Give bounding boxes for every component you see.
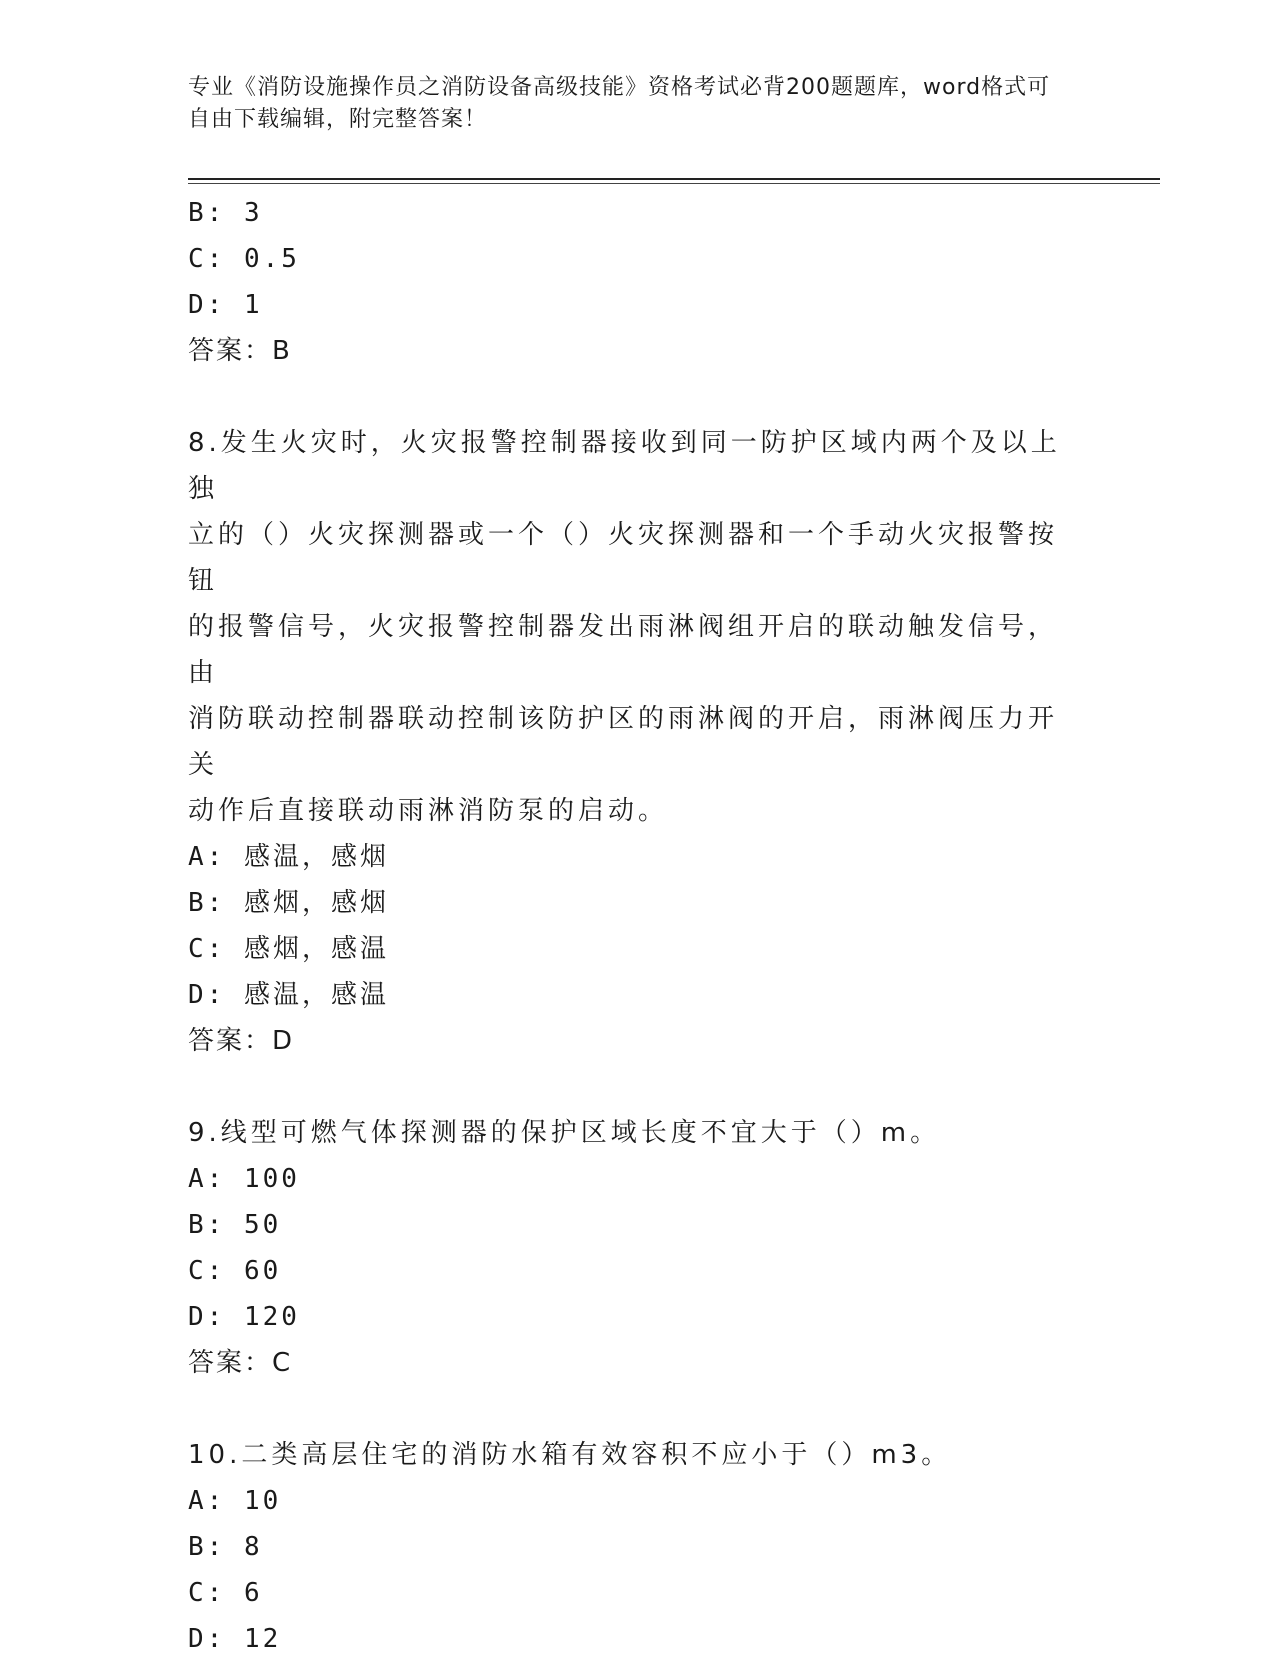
spacer (188, 1064, 1068, 1110)
question-9-option-b: B: 50 (188, 1210, 282, 1240)
question-9-option-d: D: 120 (188, 1302, 300, 1332)
question-8-stem-line-5: 动作后直接联动雨淋消防泵的启动。 (188, 796, 669, 826)
question-10-option-b: B: 8 (188, 1532, 263, 1562)
question-9-block (188, 1110, 1068, 1386)
option-d: D: 1 (188, 290, 263, 320)
question-8-stem-line-2: 立的（）火灾探测器或一个（）火灾探测器和一个手动火灾报警按钮 (188, 520, 1059, 596)
question-8-block (188, 420, 1068, 1064)
question-10-option-d: D: 12 (188, 1624, 282, 1654)
question-9-option-a: A: 100 (188, 1164, 300, 1194)
header-divider-thin (188, 183, 1160, 184)
option-b: B: 3 (188, 198, 263, 228)
header-divider-thick (188, 178, 1160, 180)
question-8-answer: 答案：D (188, 1026, 295, 1056)
question-8-stem-line-3: 的报警信号，火灾报警控制器发出雨淋阀组开启的联动触发信号，由 (188, 612, 1059, 688)
question-9-stem: 9.线型可燃气体探测器的保护区域长度不宜大于（）m。 (188, 1118, 941, 1148)
question-8-stem-line-1: 8.发生火灾时，火灾报警控制器接收到同一防护区域内两个及以上独 (188, 428, 1061, 504)
question-8-option-d: D: 感温，感温 (188, 980, 389, 1010)
option-c: C: 0.5 (188, 244, 300, 274)
question-content (188, 190, 1068, 1662)
question-10-stem: 10.二类高层住宅的消防水箱有效容积不应小于（）m3。 (188, 1440, 952, 1470)
question-8-option-a: A: 感温，感烟 (188, 842, 389, 872)
question-10-block (188, 1432, 1068, 1662)
question-8-option-b: B: 感烟，感烟 (188, 888, 389, 918)
prev-question-block (188, 190, 1068, 374)
spacer (188, 1386, 1068, 1432)
document-header-title: 专业《消防设施操作员之消防设备高级技能》资格考试必背200题题库，word格式可自由下载编辑，附完整答案！ (188, 75, 1051, 132)
question-9-option-c: C: 60 (188, 1256, 282, 1286)
question-9-answer: 答案：C (188, 1348, 293, 1378)
question-10-option-a: A: 10 (188, 1486, 282, 1516)
answer-line: 答案：B (188, 336, 292, 366)
question-10-option-c: C: 6 (188, 1578, 263, 1608)
question-8-option-c: C: 感烟，感温 (188, 934, 389, 964)
spacer (188, 374, 1068, 420)
question-8-stem-line-4: 消防联动控制器联动控制该防护区的雨淋阀的开启，雨淋阀压力开关 (188, 704, 1059, 780)
